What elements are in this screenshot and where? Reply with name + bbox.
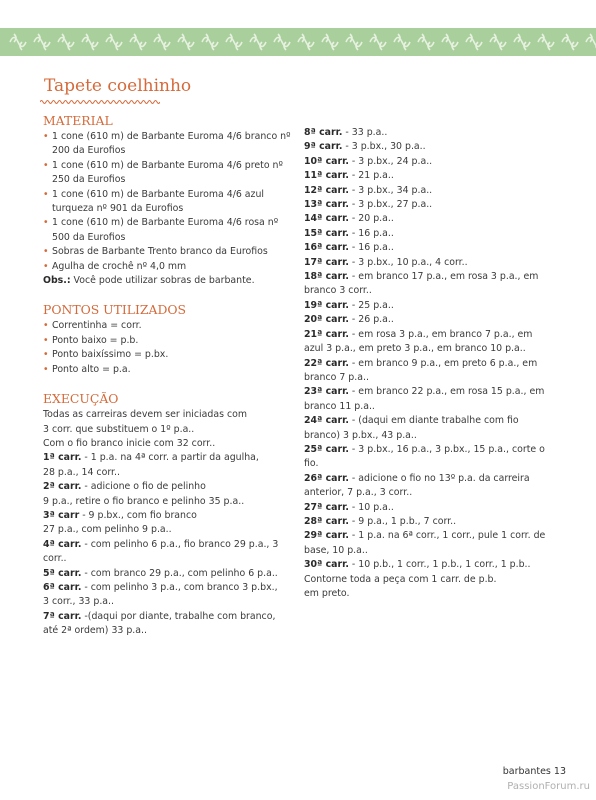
list-item-text: 1 cone (610 m) de Barbante Euroma 4/6 rosa nº 500 da Eurofios (52, 217, 279, 243)
row-text: - 1 p.a. na 6ª corr., 1 corr., pule 1 corr. de (348, 530, 546, 542)
row-label: 4ª carr. (43, 538, 82, 550)
row-label: 15ª carr. (304, 227, 349, 239)
row-text: - 21 p.a.. (348, 170, 394, 182)
list-item-text: Ponto baixo = p.b. (52, 334, 139, 346)
list-item-text: Correntinha = corr. (52, 320, 142, 332)
row-instruction (43, 581, 295, 595)
row-text: - (daqui em diante trabalhe com fio (348, 415, 519, 427)
left-column (43, 113, 295, 639)
row-label: 22ª carr. (304, 357, 349, 369)
execucao-heading: EXECUÇÃO (43, 391, 119, 407)
bullet-icon: • (43, 159, 49, 171)
row-label: 24ª carr. (304, 415, 349, 427)
list-item (43, 319, 295, 333)
row-continuation: branco 11 p.a.. (304, 400, 375, 412)
row-label: 11ª carr. (304, 170, 349, 182)
row-label: 1ª carr. (43, 452, 82, 464)
pontos-heading: PONTOS UTILIZADOS (43, 302, 187, 318)
row-label: 28ª carr. (304, 515, 349, 527)
row-label: 3ª carr (43, 509, 80, 521)
row-text: - 3 p.bx., 16 p.a., 3 p.bx., 15 p.a., corte o fio. (304, 443, 545, 470)
bullet-icon: • (43, 363, 49, 375)
row-instruction (43, 538, 295, 567)
row-continuation: branco) 3 p.bx., 43 p.a.. (304, 429, 417, 441)
row-text: - 26 p.a.. (348, 314, 394, 326)
decorative-header-band (0, 28, 596, 56)
row-label: 13ª carr. (304, 199, 349, 211)
row-text: - com pelinho 6 p.a., fio branco 29 p.a., 3 corr.. (43, 538, 279, 565)
row-label: 8ª carr. (304, 127, 343, 138)
list-item-text: 1 cone (610 m) de Barbante Euroma 4/6 preto nº 250 da Eurofios (52, 159, 283, 186)
row-text: - em branco 22 p.a., em rosa 15 p.a., em (348, 386, 545, 398)
row-instruction (304, 169, 559, 183)
row-continuation: 9 p.a., retire o fio branco e pelinho 35 p.a.. (43, 495, 245, 507)
row-label: 7ª carr. (43, 610, 82, 622)
row-instruction (304, 212, 559, 226)
row-instruction (304, 313, 559, 327)
pontos-list (43, 319, 295, 377)
row-text: - 9 p.bx., com fio branco (79, 509, 197, 521)
row-label: 30ª carr. (304, 559, 349, 571)
page-title: Tapete coelhinho (44, 76, 192, 96)
row-text: - adicione o fio no 13º p.a. da carreira (348, 472, 530, 484)
row-text: - 10 p.b., 1 corr., 1 p.b., 1 corr., 1 p.b.. (348, 559, 531, 571)
row-instruction (304, 443, 559, 472)
bullet-icon: • (43, 320, 49, 332)
list-item-text: Agulha de crochê nº 4,0 mm (52, 260, 187, 272)
text-line: Todas as carreiras devem ser iniciadas com (43, 409, 247, 421)
row-label: 6ª carr. (43, 581, 82, 593)
row-label: 23ª carr. (304, 386, 349, 398)
row-text: - 10 p.a.. (348, 501, 394, 513)
row-label: 14ª carr. (304, 213, 349, 225)
row-instruction (43, 610, 295, 624)
row-continuation: 3 corr., 33 p.a.. (43, 596, 115, 608)
row-text: - 9 p.a., 1 p.b., 7 corr.. (348, 515, 457, 527)
row-label: 2ª carr. (43, 481, 82, 493)
list-item (43, 245, 295, 259)
row-text: - 16 p.a.. (348, 227, 394, 239)
obs-label: Obs.: (43, 275, 71, 287)
row-instruction (304, 328, 559, 342)
list-item (43, 334, 295, 348)
row-text: - com pelinho 3 p.a., com branco 3 p.bx., (81, 581, 278, 593)
row-text: - 16 p.a.. (348, 242, 394, 254)
right-column (304, 126, 559, 601)
row-text: - em rosa 3 p.a., em branco 7 p.a., em (348, 328, 533, 340)
title-underline-wave (40, 99, 160, 105)
material-list (43, 130, 295, 274)
row-text: - 3 p.bx., 24 p.a.. (348, 155, 433, 167)
row-instruction (304, 385, 559, 399)
row-continuation: 28 p.a., 14 corr.. (43, 466, 120, 478)
list-item (43, 188, 295, 217)
list-item-text: Ponto baixíssimo = p.bx. (52, 349, 169, 361)
row-instruction (304, 558, 559, 572)
row-label: 10ª carr. (304, 155, 349, 167)
row-continuation: 27 p.a., com pelinho 9 p.a.. (43, 524, 172, 536)
text-line: Com o fio branco inicie com 32 corr.. (43, 437, 216, 449)
row-label: 5ª carr. (43, 567, 82, 579)
row-text: - 3 p.bx., 27 p.a.. (348, 199, 433, 211)
row-label: 25ª carr. (304, 443, 349, 455)
row-continuation: anterior, 7 p.a., 3 corr.. (304, 487, 413, 499)
row-continuation: azul 3 p.a., em preto 3 p.a., em branco 10 p.a.. (304, 343, 526, 355)
row-instruction (304, 256, 559, 270)
row-continuation: branco 7 p.a.. (304, 371, 369, 383)
row-text: - em branco 9 p.a., em preto 6 p.a., em (348, 357, 538, 369)
row-instruction (304, 472, 559, 486)
row-instruction (304, 184, 559, 198)
bullet-icon: • (43, 334, 49, 346)
list-item-text: 1 cone (610 m) de Barbante Euroma 4/6 azul turqueza nº 901 da Eurofios (52, 188, 265, 215)
row-text: - 3 p.bx., 30 p.a.. (342, 141, 426, 153)
execucao-intro (43, 408, 295, 451)
row-text: - com branco 29 p.a., com pelinho 6 p.a.. (81, 567, 278, 579)
row-label: 16ª carr. (304, 242, 349, 254)
row-text: - em branco 17 p.a., em rosa 3 p.a., em (348, 271, 539, 283)
obs-text: Você pode utilizar sobras de barbante. (70, 275, 255, 287)
bullet-icon: • (43, 217, 49, 229)
row-instruction (304, 270, 559, 284)
row-label: 26ª carr. (304, 472, 349, 484)
row-instruction (304, 155, 559, 169)
row-text: - 33 p.a.. (342, 127, 388, 138)
row-label: 9ª carr. (304, 141, 343, 153)
list-item (43, 159, 295, 188)
bullet-icon: • (43, 188, 49, 200)
list-item-text: Ponto alto = p.a. (52, 363, 131, 375)
row-instruction (304, 241, 559, 255)
row-text: - 25 p.a.. (348, 299, 394, 311)
row-instruction (43, 567, 295, 581)
row-text: - 3 p.bx., 34 p.a.. (348, 184, 433, 196)
row-text: -(daqui por diante, trabalhe com branco, (81, 610, 276, 622)
obs-line (43, 274, 295, 288)
row-instruction (43, 480, 295, 494)
text-line: 3 corr. que substituem o 1º p.a.. (43, 423, 195, 435)
rows-right (304, 126, 559, 573)
material-heading: MATERIAL (43, 113, 113, 128)
row-instruction (304, 515, 559, 529)
row-label: 27ª carr. (304, 501, 349, 513)
row-instruction (304, 357, 559, 371)
row-instruction (304, 529, 559, 543)
row-label: 19ª carr. (304, 299, 349, 311)
list-item (43, 260, 295, 274)
list-item (43, 130, 295, 159)
row-instruction (304, 501, 559, 515)
list-item-text: Sobras de Barbante Trento branco da Eurofios (52, 246, 268, 258)
row-instruction (43, 509, 295, 523)
row-continuation: até 2ª ordem) 33 p.a.. (43, 625, 147, 637)
row-instruction (304, 299, 559, 313)
row-label: 20ª carr. (304, 314, 349, 326)
row-text: - 20 p.a.. (348, 213, 394, 225)
bullet-icon: • (43, 349, 49, 361)
row-label: 18ª carr. (304, 271, 349, 283)
list-item (43, 363, 295, 377)
list-item (43, 348, 295, 362)
row-label: 17ª carr. (304, 256, 349, 268)
row-label: 12ª carr. (304, 184, 349, 196)
page-footer: barbantes 13 (502, 766, 566, 777)
text-line: em preto. (304, 588, 350, 599)
row-text: - 3 p.bx., 10 p.a., 4 corr.. (348, 256, 468, 268)
row-text: - 1 p.a. na 4ª corr. a partir da agulha, (81, 452, 259, 464)
row-instruction (43, 451, 295, 465)
rows-left (43, 451, 295, 638)
row-label: 21ª carr. (304, 328, 349, 340)
list-item (43, 216, 295, 245)
row-instruction (304, 227, 559, 241)
row-continuation: branco 3 corr.. (304, 285, 372, 297)
bullet-icon: • (43, 131, 49, 142)
row-instruction (304, 198, 559, 212)
row-instruction (304, 126, 559, 140)
bullet-icon: • (43, 246, 49, 258)
row-continuation: base, 10 p.a.. (304, 544, 368, 556)
bullet-icon: • (43, 260, 49, 272)
watermark: PassionForum.ru (507, 781, 590, 792)
row-instruction (304, 414, 559, 428)
row-text: - adicione o fio de pelinho (81, 481, 206, 493)
closing-text (304, 573, 559, 602)
text-line: Contorne toda a peça com 1 carr. de p.b. (304, 573, 497, 585)
list-item-text: 1 cone (610 m) de Barbante Euroma 4/6 branco nº 200 da Eurofios (52, 131, 291, 157)
row-instruction (304, 140, 559, 154)
row-label: 29ª carr. (304, 530, 349, 542)
